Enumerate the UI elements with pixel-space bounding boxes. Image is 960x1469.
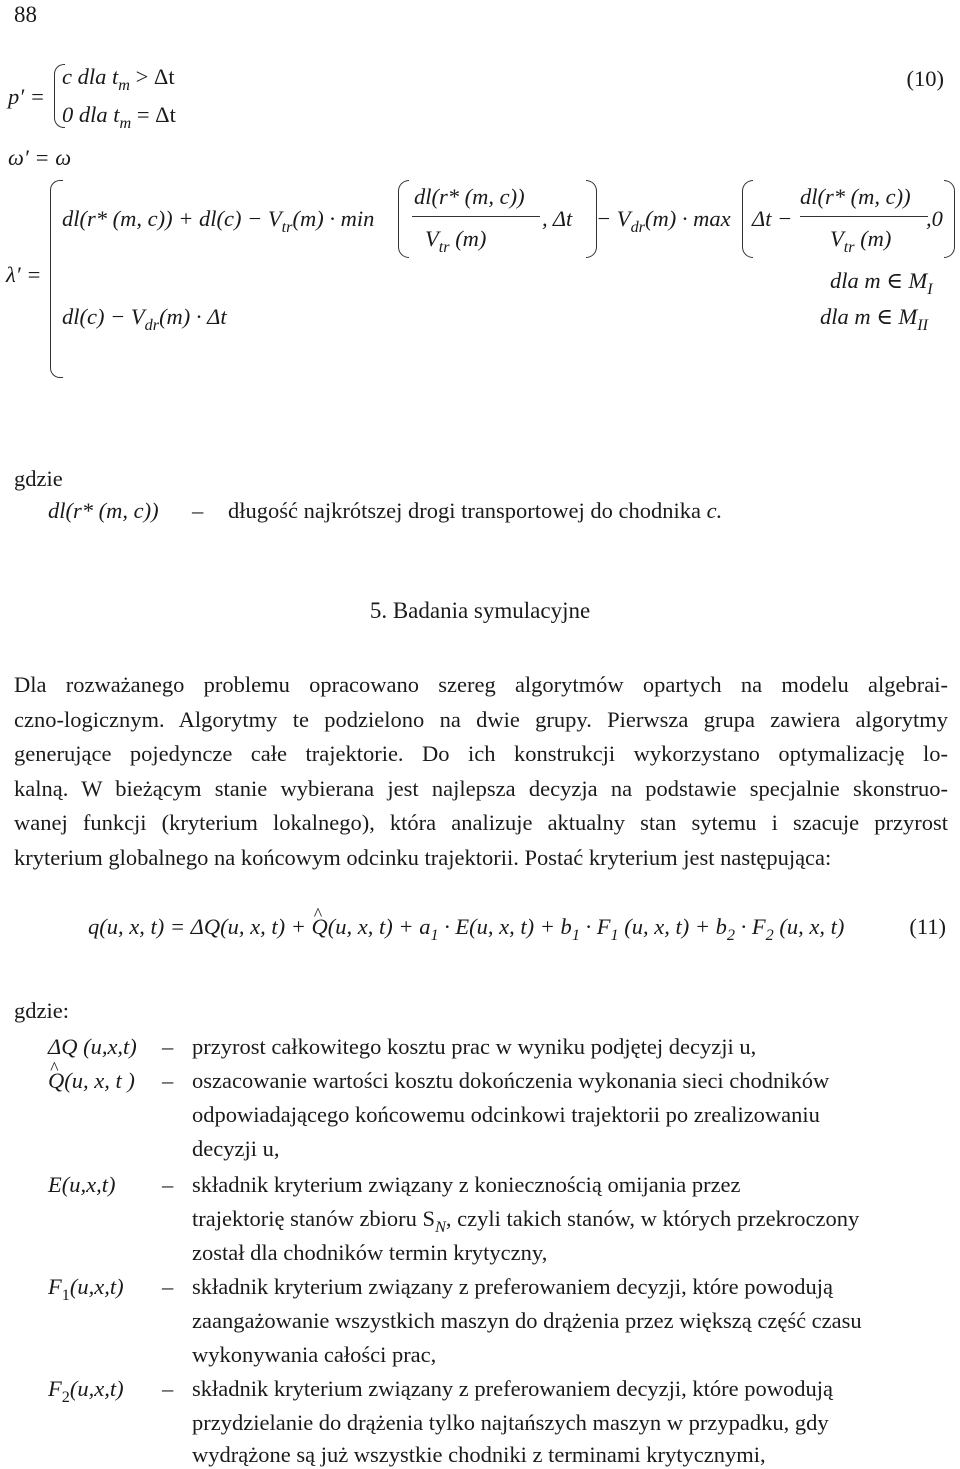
paragraph-line: wanej funkcji (kryterium lokalnego), która analizuje aktualny stan sytemu i szacuje przyrost <box>14 810 948 835</box>
paragraph-line: generujące pojedyncze całe trajektorie. Do ich konstrukcji wykorzystano optymalizację lo- <box>14 741 948 766</box>
def-text-line: składnik kryterium związany z preferowaniem decyzji, które powodują <box>192 1274 834 1299</box>
body-paragraph <box>14 668 948 875</box>
p-prime-lhs: p′ = <box>8 84 45 109</box>
lambda-prime-lhs: λ′ = <box>6 262 42 287</box>
def-term-f1: $F_1(u,x,t)$ <box>48 1274 124 1304</box>
frac1-bar <box>412 216 540 217</box>
equation-number-11: (11) <box>909 914 946 939</box>
def-text-line: wykonywania całości prac, <box>192 1342 437 1367</box>
def-dash: – <box>162 1274 174 1299</box>
def-term-e: E(u,x,t) <box>48 1172 116 1197</box>
lambda-row1-mid: , Δt <box>542 206 573 231</box>
lambda-condition-1: dla m ∈ $M_I$ <box>830 268 933 298</box>
def-text-line: składnik kryterium związany z preferowaniem decyzji, które powodują <box>192 1376 834 1401</box>
frac2-bar <box>800 216 928 217</box>
def-term-q-hat: Q(u, x, t ) ^ <box>48 1068 135 1094</box>
def-dash: – <box>162 1068 174 1093</box>
def-text-line: oszacowanie wartości kosztu dokończenia wykonania sieci chodników <box>192 1068 830 1093</box>
where-label-2: gdzie: <box>14 998 69 1023</box>
lambda-row1-part3: − $V_{dr}(m) \cdot \max$ <box>596 206 731 236</box>
def-text-line: wydrążone są już wszystkie chodniki z terminami krytycznymi, <box>192 1442 766 1467</box>
where-definition-dl: długość najkrótszej drogi transportowej do chodnika c. <box>228 498 723 523</box>
def-text-line: przydzielanie do drążenia tylko najtańszych maszyn w przypadku, gdy <box>192 1410 829 1435</box>
p-case-2: 0 dla $t_m = \Delta t$ <box>62 102 176 132</box>
paragraph-line: kalną. W bieżącym stanie wybierana jest najlepsza decyzja na podstawie specjalnie skonstruo- <box>14 775 948 801</box>
max-paren-close <box>944 180 955 258</box>
def-text-line: decyzji u, <box>192 1136 280 1161</box>
def-dash: – <box>162 1172 174 1197</box>
lambda-row1-part1: dl(r* (m, $c)) + dl(c) - V_{tr}(m) \cdot \min$ <box>62 206 375 236</box>
min-paren-open <box>398 180 409 258</box>
where-term-dl: dl(r* (m, c)) <box>48 498 159 523</box>
def-text-line: zaangażowanie wszystkich maszyn do drążenia przez większą część czasu <box>192 1308 862 1333</box>
section-title: 5. Badania symulacyjne <box>369 598 591 623</box>
def-text-line: przyrost całkowitego kosztu prac w wyniku podjętej decyzji u, <box>192 1034 757 1059</box>
equation-number-10: (10) <box>906 66 944 91</box>
frac1-denominator: $V_{tr}$ (m) <box>425 226 487 256</box>
p-case-1: c dla $t_m > \Delta t$ <box>62 64 175 94</box>
lambda-row2: $dl(c) - V_{dr}(m) \cdot \Delta t$ <box>62 304 227 334</box>
paragraph-line: Dla rozważanego problemu opracowano szereg algorytmów opartych na modelu algebrai- <box>14 672 948 697</box>
def-text-line: odpowiadającego końcowemu odcinkowi trajektorii po zrealizowaniu <box>192 1102 820 1127</box>
def-dash: – <box>162 1376 174 1401</box>
lambda-row1-end: ,0 <box>926 206 943 231</box>
frac2-denominator: $V_{tr}$ (m) <box>830 226 892 256</box>
omega-equation: ω′ = ω <box>8 145 72 170</box>
def-dash: – <box>162 1034 174 1059</box>
lambda-row1-part5: Δt − <box>752 206 793 231</box>
paragraph-line: kryterium globalnego na końcowym odcinku trajektorii. Postać kryterium jest następująca: <box>14 844 832 870</box>
def-term-delta-q: ΔQ (u,x,t) <box>48 1034 137 1059</box>
def-text-line-sn: trajektorię stanów zbioru $S_N$, czyli takich stanów, w których przekroczony <box>192 1206 860 1236</box>
lambda-condition-2: dla m ∈ $M_{II}$ <box>820 304 929 334</box>
paragraph-line: czno-logicznym. Algorytmy te podzielono na dwie grupy. Pierwsza grupa zawiera algorytmy <box>14 706 948 732</box>
frac1-numerator: dl(r* (m, c)) <box>414 184 525 209</box>
def-term-f2: $F_2(u,x,t)$ <box>48 1376 124 1406</box>
frac2-numerator: dl(r* (m, c)) <box>800 184 911 209</box>
page-number: 88 <box>14 2 37 27</box>
where-dash-1: – <box>192 498 204 523</box>
where-label-1: gdzie <box>14 466 63 491</box>
def-text-line: składnik kryterium związany z koniecznością omijania przez <box>192 1172 741 1197</box>
equation-11: q(u, x, t) = ΔQ(u, x, t) + Q ^(u, x, $t) + a_1 \cdot E(u$, x, $t) + b_1 \cdot F_1$ (u, x, $t) + b_2 \cdot F_2$ (u, x, t) <box>88 914 844 940</box>
def-text-line: został dla chodników termin krytyczny, <box>192 1240 548 1265</box>
